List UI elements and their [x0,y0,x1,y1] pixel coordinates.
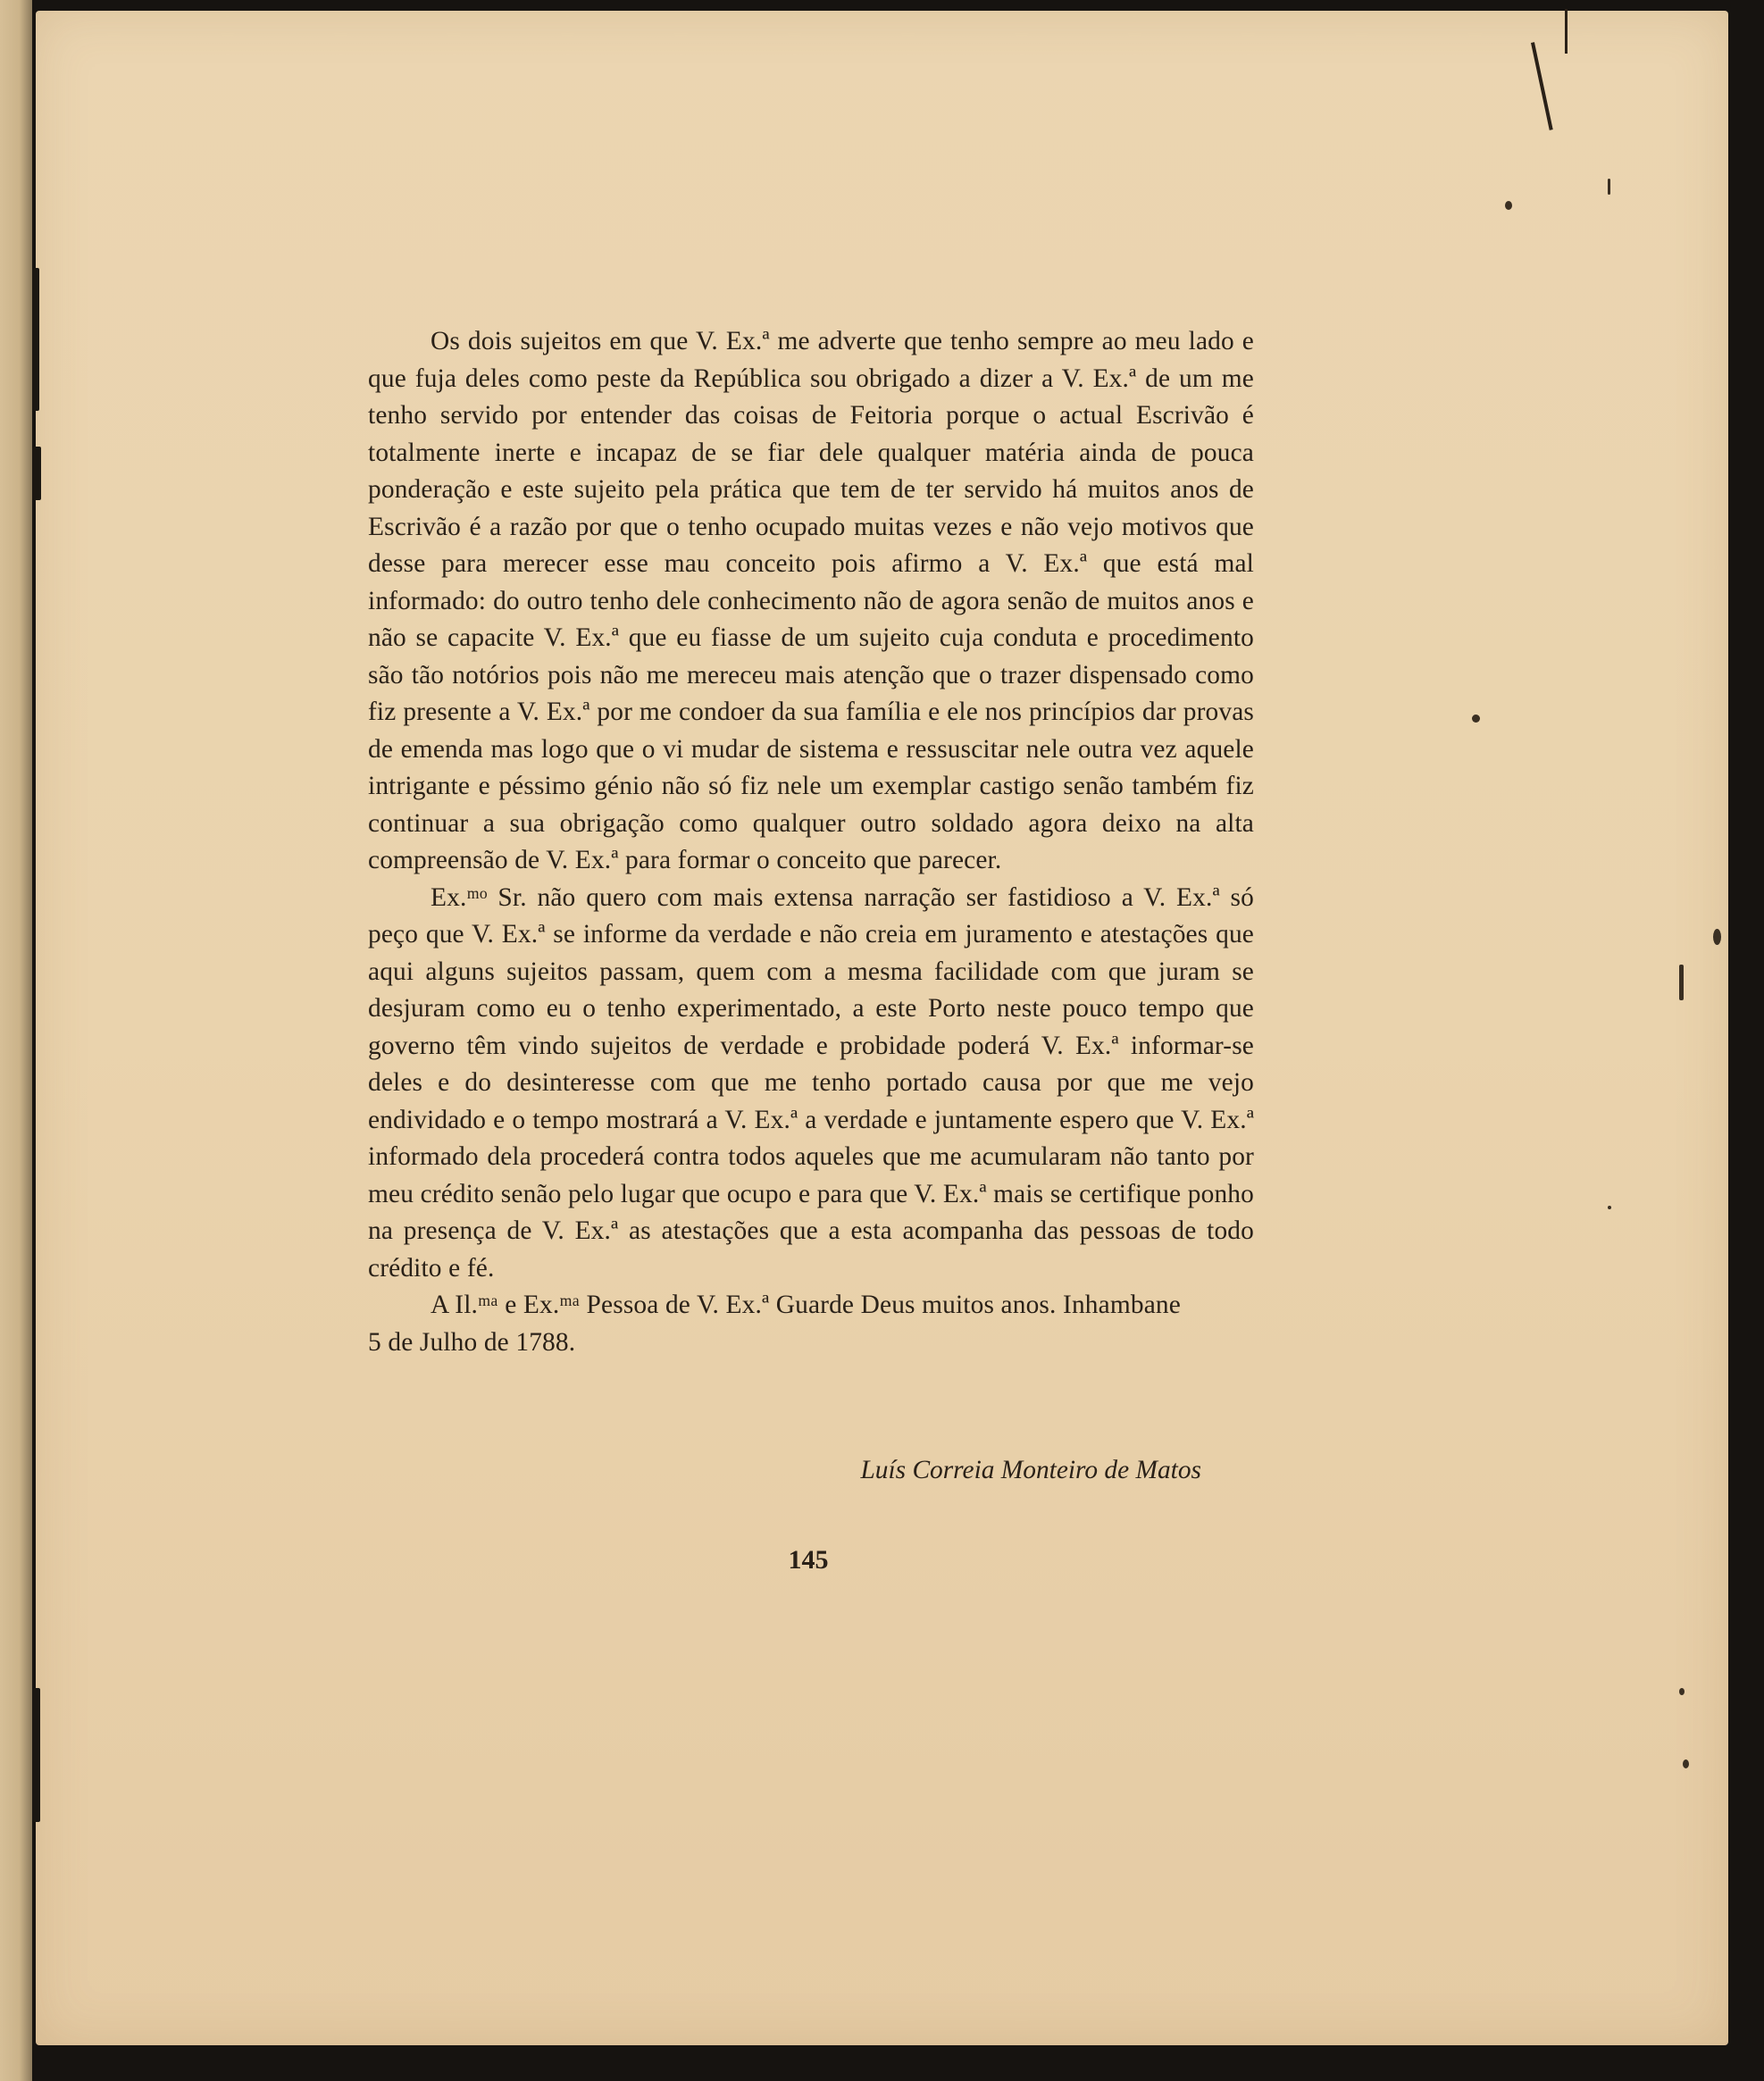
letter-body [368,323,1254,1361]
dust-speck [1679,1688,1685,1695]
dust-speck [1608,1206,1611,1209]
dust-speck [1505,201,1512,210]
scratch-mark [1565,9,1568,54]
paragraph: Os dois sujeitos em que V. Ex.ª me adverte que tenho sempre ao meu lado e que fuja deles como peste da República sou obrigado a dizer a V. Ex.ª de um me tenho servido por entender das coisas de Feitoria porque o actual Escrivão é totalmente inerte e incapaz de se fiar dele qualquer matéria ainda de pouca ponderação e este sujeito pela prática que tem de ter servido há muitos anos de Escrivão é a razão por que o tenho ocupado muitas vezes e não vejo motivos que desse para merecer esse mau conceito pois afirmo a V. Ex.ª que está mal informado: do outro tenho dele conhecimento não de agora senão de muitos anos e não se capacite V. Ex.ª que eu fiasse de um sujeito cuja conduta e procedimento são tão notórios pois não me mereceu mais atenção que o trazer dispensado como fiz presente a V. Ex.ª por me condoer da sua família e ele nos princípios dar provas de emenda mas logo que o vi mudar de sistema e ressuscitar nele outra vez aquele intrigante e péssimo génio não só fiz nele um exemplar castigo senão também fiz continuar a sua obrigação como qualquer outro soldado agora deixo na alta compreensão de V. Ex.ª para formar o conceito que parecer. [368,327,1254,874]
binding-mark [32,268,39,411]
dust-speck [1472,715,1480,723]
binding-mark [32,1688,40,1822]
paragraph: Ex.ᵐᵒ Sr. não quero com mais extensa narração ser fastidioso a V. Ex.ª só peço que V. Ex.ª se informe da verdade e não creia em juramento e atestações que aqui alguns sujeitos passam, quem com a mesma facilidade com que juram se desjuram como eu o tenho experimentado, a este Porto neste pouco tempo que governo têm vindo sujeitos de verdade e probidade poderá V. Ex.ª informar-se deles e do desinteresse com que me tenho portado causa por que me vejo endividado e o tempo mostrará a V. Ex.ª a verdade e juntamente espero que V. Ex.ª informado dela procederá contra todos aqueles que me acumularam não tanto por meu crédito senão pelo lugar que ocupo e para que V. Ex.ª mais se certifique ponho na presença de V. Ex.ª as atestações que a esta acompanha das pessoas de todo crédito e fé. [368,882,1254,1283]
page-number: 145 [788,1545,829,1575]
binding-mark [32,447,41,500]
dust-speck [1608,179,1610,195]
closing-text: A Il.ᵐᵃ e Ex.ᵐᵃ Pessoa de V. Ex.ª Guarde Deus muitos anos. Inhambane [431,1291,1181,1319]
closing-paragraph [368,1287,1254,1361]
dust-speck [1679,965,1684,1000]
previous-page-edge [0,0,32,2081]
date-line: 5 de Julho de 1788. [368,1327,576,1357]
signature: Luís Correia Monteiro de Matos [860,1456,1201,1484]
dust-speck [1683,1759,1689,1768]
dust-speck [1713,929,1721,945]
